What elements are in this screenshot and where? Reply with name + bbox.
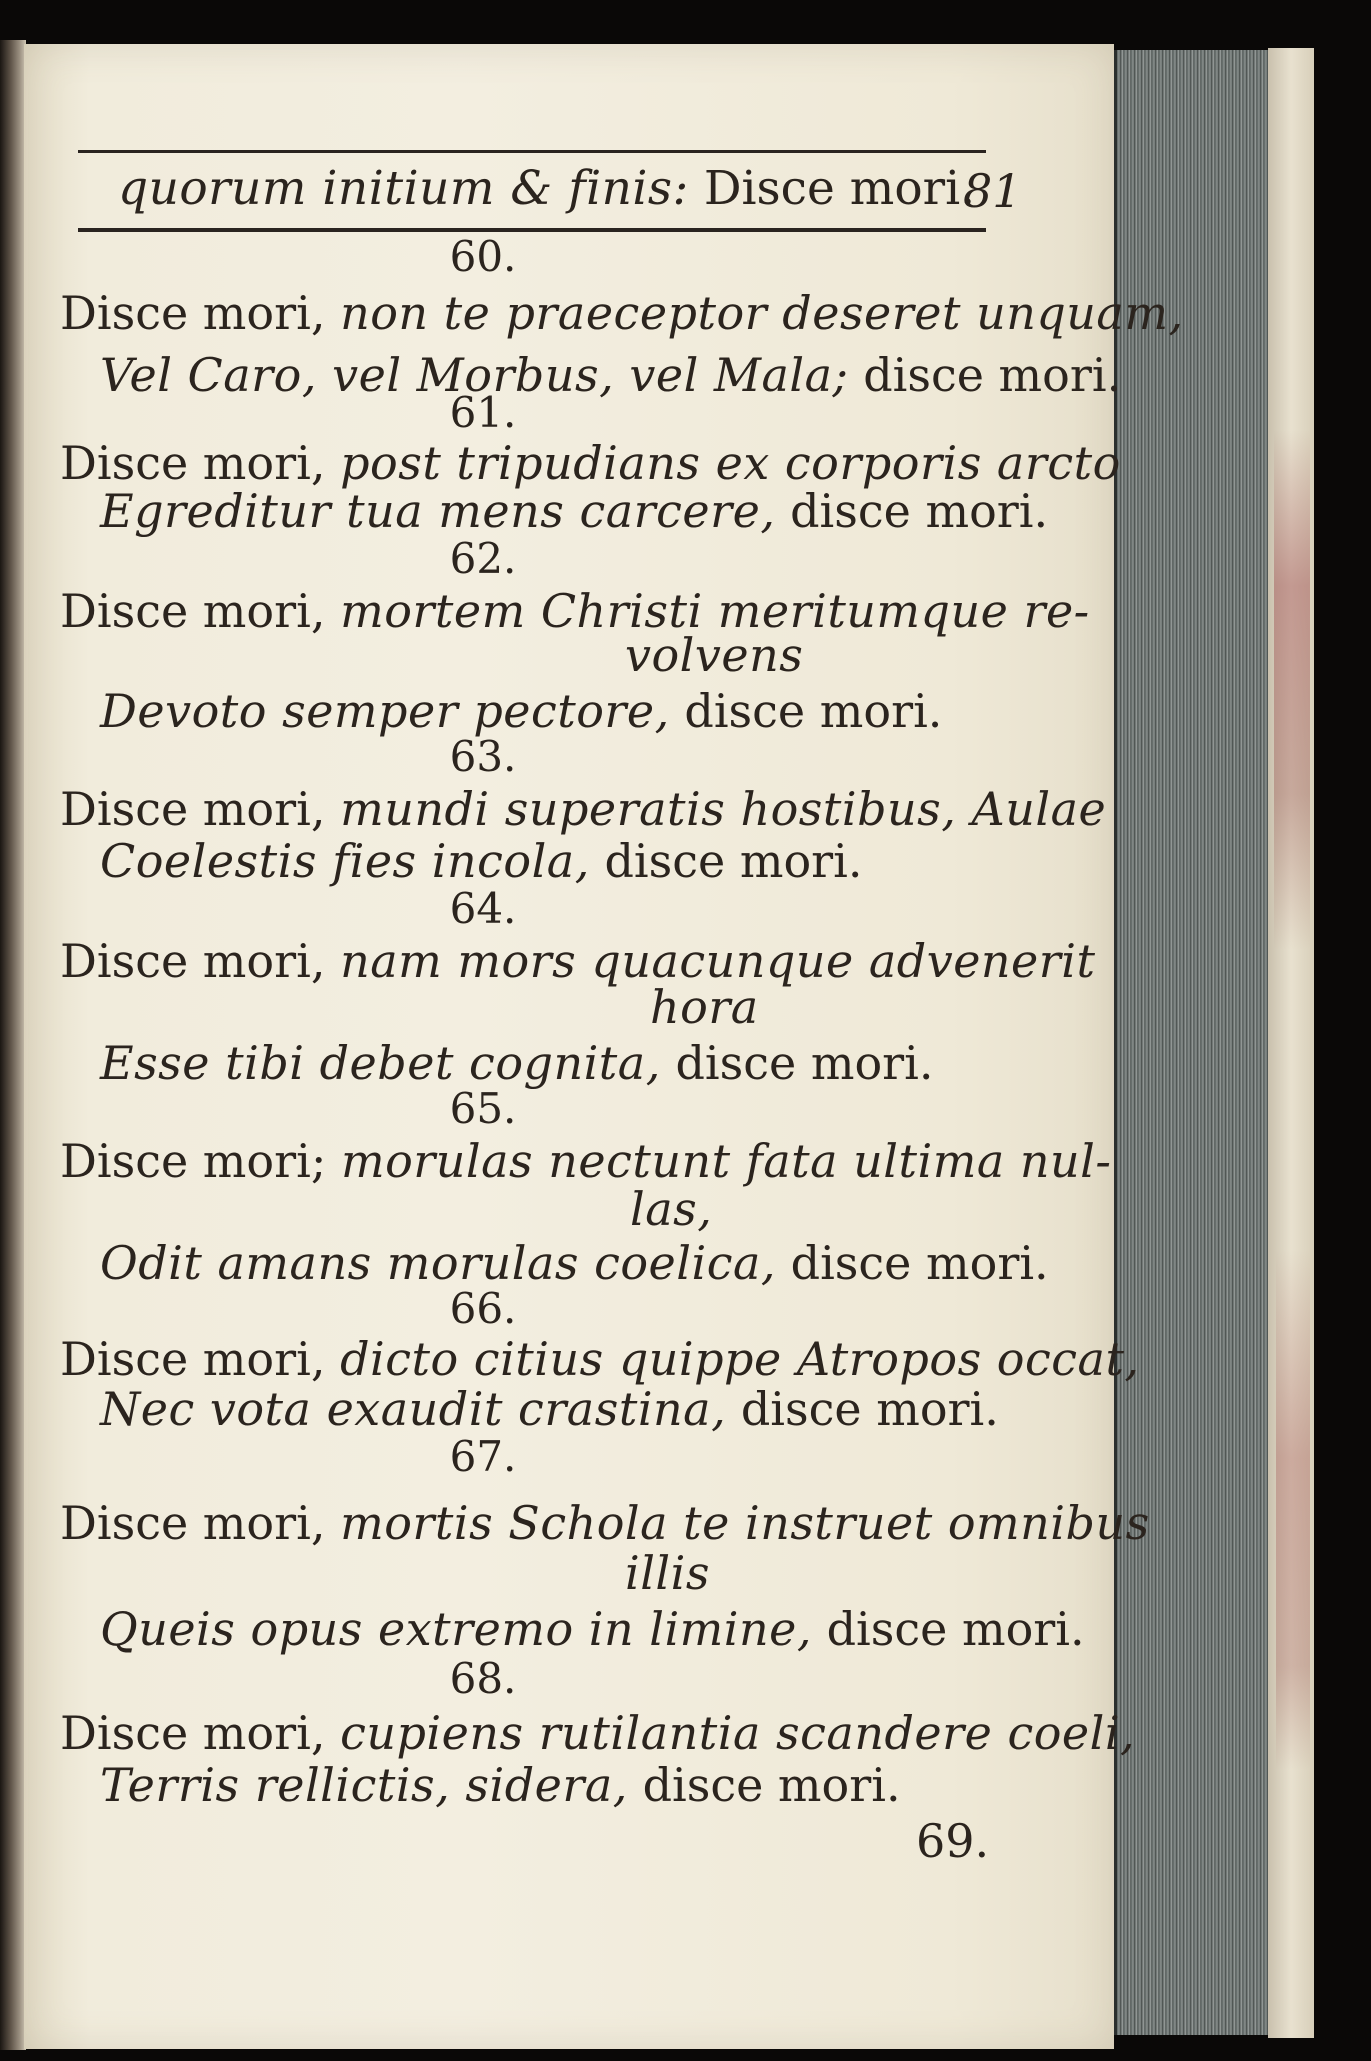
stanza-number: 65.: [449, 1084, 517, 1133]
stanza-line-1: Disce mori, mortis Schola te instruet omnibus: [60, 1496, 1150, 1550]
stanza-line-2: Esse tibi debet cognita, disce mori.: [100, 1036, 934, 1090]
stanza-line-2: Coelestis fies incola, disce mori.: [100, 834, 863, 888]
page-number: 81: [963, 164, 1022, 218]
stanza-number: 61.: [449, 388, 517, 437]
stanza-number: 68.: [449, 1654, 517, 1703]
stanza-line-continuation: illis: [625, 1546, 710, 1600]
catchword: 69.: [916, 1814, 990, 1868]
running-head: [118, 161, 976, 216]
page-block-edge: [1114, 50, 1273, 2035]
stanza-line-2: Nec vota exaudit crastina, disce mori.: [100, 1382, 999, 1436]
stanza-line-1: Disce mori; morulas nectunt fata ultima nul-: [60, 1134, 1112, 1188]
stanza-line-2: Queis opus extremo in limine, disce mori.: [100, 1602, 1085, 1656]
stanza-line-1: Disce mori, post tripudians ex corporis arcto: [60, 436, 1121, 490]
stanza-number: 60.: [449, 232, 517, 281]
stanza-line-1: Disce mori, nam mors quacunque advenerit: [60, 934, 1096, 988]
stanza-line-2: Odit amans morulas coelica, disce mori.: [100, 1236, 1049, 1290]
stanza-line-1: Disce mori, cupiens rutilantia scandere coeli,: [60, 1706, 1136, 1760]
stanza-line-2: Vel Caro, vel Morbus, vel Mala; disce mori.: [100, 348, 1122, 402]
header-rule-top: [78, 150, 986, 153]
stanza-line-1: Disce mori, dicto citius quippe Atropos occat,: [60, 1332, 1140, 1386]
stanza-number: 67.: [449, 1432, 517, 1481]
stanza-line-2: Devoto semper pectore, disce mori.: [100, 684, 943, 738]
stanza-line-continuation: volvens: [625, 628, 804, 682]
cover-stain: [1274, 430, 1310, 950]
stanza-number: 63.: [449, 732, 517, 781]
running-head-roman: Disce mori.: [703, 161, 976, 216]
stanza-line-continuation: hora: [650, 980, 759, 1034]
stanza-line-2: Egreditur tua mens carcere, disce mori.: [100, 484, 1049, 538]
stanza-line-2: Terris rellictis, sidera, disce mori.: [100, 1758, 901, 1812]
facing-page-edge: [0, 40, 26, 2050]
stanza-line-1: Disce mori, non te praeceptor deseret unquam,: [60, 286, 1184, 340]
header-rule-bottom: [78, 228, 986, 232]
stanza-number: 64.: [449, 884, 517, 933]
stanza-line-1: Disce mori, mortem Christi meritumque re-: [60, 584, 1090, 638]
stanza-line-1: Disce mori, mundi superatis hostibus, Aulae: [60, 782, 1107, 836]
stanza-line-continuation: las,: [630, 1182, 713, 1236]
cover-stain-lower: [1276, 1250, 1310, 1770]
running-head-italic: quorum initium & finis:: [118, 161, 689, 216]
stanza-number: 62.: [449, 534, 517, 583]
stanza-number: 66.: [449, 1284, 517, 1333]
